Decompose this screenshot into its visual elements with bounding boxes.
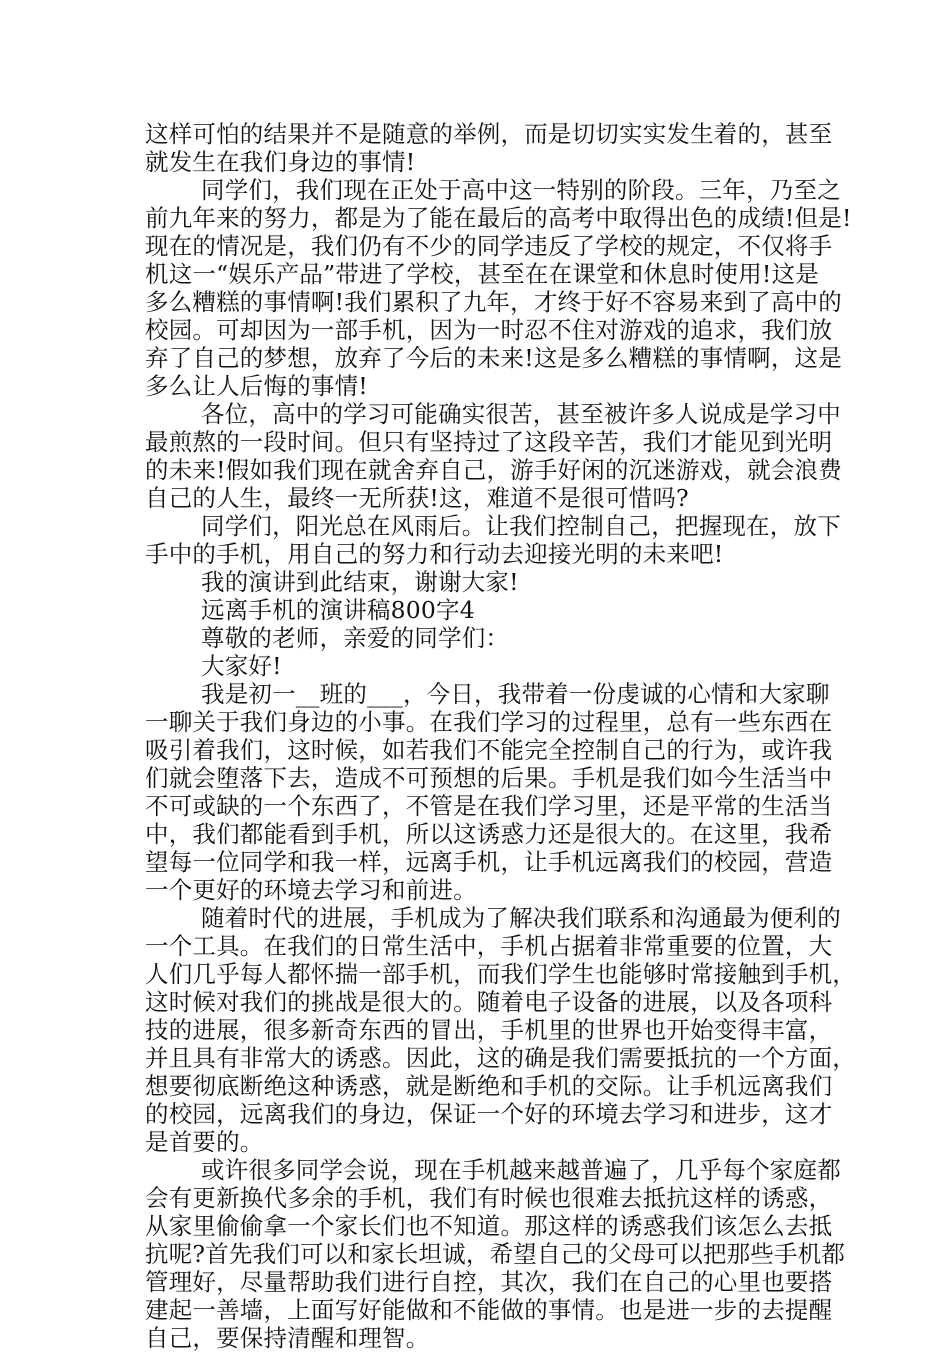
- paragraph: [145, 512, 841, 568]
- text-line: 就发生在我们身边的事情!: [145, 148, 416, 176]
- text-line: 想要彻底断绝这种诱惑，就是断绝和手机的交际。让手机远离我们: [145, 1072, 833, 1100]
- text-line: 最煎熬的一段时间。但只有坚持过了这段辛苦，我们才能见到光明: [145, 428, 833, 456]
- paragraph: [145, 176, 852, 400]
- text-line: 随着时代的进展，手机成为了解决我们联系和沟通最为便利的: [201, 904, 841, 932]
- text-line: 望每一位同学和我一样，远离手机，让手机远离我们的校园，营造: [145, 848, 833, 876]
- paragraph: [145, 1156, 846, 1352]
- text-line: 手中的手机，用自己的努力和行动去迎接光明的未来吧!: [145, 540, 724, 568]
- paragraph: [145, 596, 807, 624]
- text-line: 这时候对我们的挑战是很大的。随着电子设备的进展，以及各项科: [145, 988, 833, 1016]
- document-body: [145, 120, 856, 1352]
- text-line: 吸引着我们，这时候，如若我们不能完全控制自己的行为，或许我: [145, 736, 833, 764]
- text-line: 现在的情况是，我们仍有不少的同学违反了学校的规定，不仅将手: [145, 232, 833, 260]
- paragraph: [145, 624, 807, 652]
- text-line: 管理好，尽量帮助我们进行自控，其次，我们在自己的心里也要搭: [145, 1268, 833, 1296]
- text-line: 一聊关于我们身边的小事。在我们学习的过程里，总有一些东西在: [145, 708, 833, 736]
- paragraph: [145, 568, 807, 596]
- paragraph: [145, 652, 807, 680]
- text-line: 自己，要保持清醒和理智。: [145, 1324, 430, 1352]
- text-line: 机这一“娱乐产品”带进了学校，甚至在在课堂和休息时使用!这是: [145, 260, 819, 288]
- text-line: 这样可怕的结果并不是随意的举例，而是切切实实发生着的，甚至: [145, 120, 833, 148]
- text-line: 抗呢?首先我们可以和家长坦诚，希望自己的父母可以把那些手机都: [145, 1240, 846, 1268]
- text-line: 远离手机的演讲稿800字4: [201, 596, 475, 624]
- text-line: 我是初一__班的___，今日，我带着一份虔诚的心情和大家聊: [201, 680, 830, 708]
- text-line: 们就会堕落下去，造成不可预想的后果。手机是我们如今生活当中: [145, 764, 833, 792]
- text-line: 并且具有非常大的诱惑。因此，这的确是我们需要抵抗的一个方面，: [145, 1044, 856, 1072]
- text-line: 是首要的。: [145, 1128, 264, 1156]
- text-line: 各位，高中的学习可能确实很苦，甚至被许多人说成是学习中: [201, 400, 841, 428]
- text-line: 不可或缺的一个东西了，不管是在我们学习里，还是平常的生活当: [145, 792, 833, 820]
- text-line: 技的进展，很多新奇东西的冒出，手机里的世界也开始变得丰富，: [145, 1016, 833, 1044]
- text-line: 建起一善墙，上面写好能做和不能做的事情。也是进一步的去提醒: [145, 1296, 833, 1324]
- text-line: 校园。可却因为一部手机，因为一时忍不住对游戏的追求，我们放: [145, 316, 833, 344]
- paragraph: [145, 904, 856, 1156]
- text-line: 同学们，我们现在正处于高中这一特别的阶段。三年，乃至之: [201, 176, 841, 204]
- paragraph: [145, 680, 833, 904]
- text-line: 一个工具。在我们的日常生活中，手机占据着非常重要的位置，大: [145, 932, 833, 960]
- text-line: 同学们，阳光总在风雨后。让我们控制自己，把握现在，放下: [201, 512, 841, 540]
- text-line: 或许很多同学会说，现在手机越来越普遍了，几乎每个家庭都: [201, 1156, 841, 1184]
- text-line: 弃了自己的梦想，放弃了今后的未来!这是多么糟糕的事情啊，这是: [145, 344, 842, 372]
- text-line: 大家好!: [201, 652, 282, 680]
- text-line: 多么糟糕的事情啊!我们累积了九年，才终于好不容易来到了高中的: [145, 288, 842, 316]
- text-line: 中，我们都能看到手机，所以这诱惑力还是很大的。在这里，我希: [145, 820, 833, 848]
- text-line: 自己的人生，最终一无所获!这，难道不是很可惜吗?: [145, 484, 689, 512]
- text-line: 会有更新换代多余的手机，我们有时候也很难去抵抗这样的诱惑，: [145, 1184, 833, 1212]
- text-line: 人们几乎每人都怀揣一部手机，而我们学生也能够时常接触到手机，: [145, 960, 856, 988]
- text-line: 的校园，远离我们的身边，保证一个好的环境去学习和进步，这才: [145, 1100, 833, 1128]
- text-line: 从家里偷偷拿一个家长们也不知道。那这样的诱惑我们该怎么去抵: [145, 1212, 833, 1240]
- text-line: 多么让人后悔的事情!: [145, 372, 368, 400]
- text-line: 前九年来的努力，都是为了能在最后的高考中取得出色的成绩!但是!: [145, 204, 852, 232]
- text-line: 一个更好的环境去学习和前进。: [145, 876, 477, 904]
- text-line: 的未来!假如我们现在就舍弃自己，游手好闲的沉迷游戏，就会浪费: [145, 456, 842, 484]
- text-line: 尊敬的老师，亲爱的同学们：: [201, 624, 510, 652]
- text-line: 我的演讲到此结束，谢谢大家!: [201, 568, 519, 596]
- paragraph: [145, 400, 842, 512]
- paragraph: [145, 120, 833, 176]
